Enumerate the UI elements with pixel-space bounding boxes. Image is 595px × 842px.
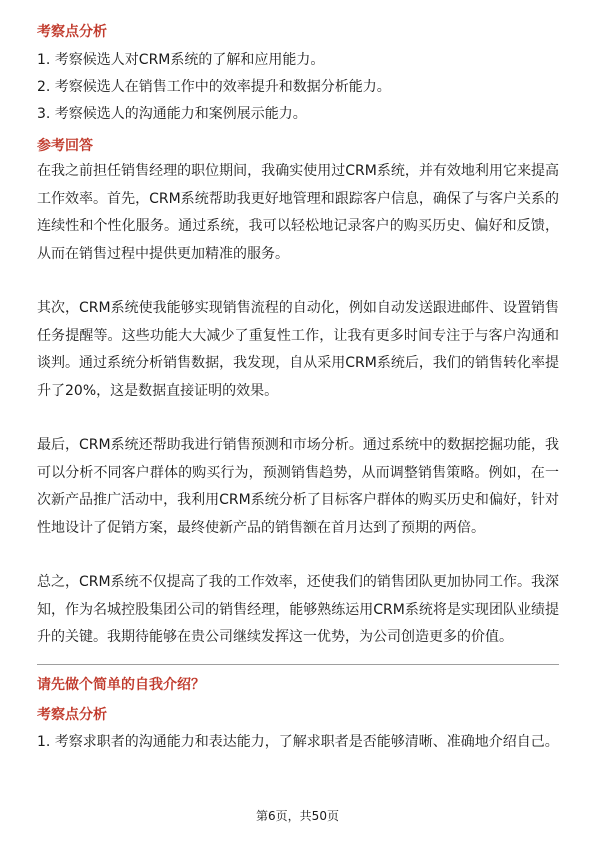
document-page: [37, 22, 559, 756]
section-divider: [37, 664, 559, 665]
question-title: 请先做个简单的自我介绍？: [37, 676, 205, 693]
analysis-heading: 考察点分析: [37, 24, 107, 40]
page-number: 第6页，共50页: [256, 809, 339, 823]
analysis-item-q2-1: 1. 考察求职者的沟通能力和表达能力，了解求职者是否能够清晰、准确地介绍自己。: [37, 733, 559, 750]
analysis-item-1: 1. 考察候选人对CRM系统的了解和应用能力。: [37, 52, 325, 68]
analysis-item-2: 2. 考察候选人在销售工作中的效率提升和数据分析能力。: [37, 79, 391, 95]
answer-paragraph-1: 在我之前担任销售经理的职位期间，我确实使用过CRM系统，并有效地利用它来提高工作效率。首先，CRM系统帮助我更好地管理和跟踪客户信息，确保了与客户关系的连续性和个性化服务。通过系统，我可以轻松地记录客户的购买历史、偏好和反馈，从而在销售过程中提供更加精准的服务。: [37, 163, 559, 262]
analysis-heading-2: 考察点分析: [37, 706, 107, 723]
answer-paragraph-2: 其次，CRM系统使我能够实现销售流程的自动化，例如自动发送跟进邮件、设置销售任务提醒等。这些功能大大减少了重复性工作，让我有更多时间专注于与客户沟通和谈判。通过系统分析销售数据，我发现，自从采用CRM系统后，我们的销售转化率提升了20%，这是数据直接证明的效果。: [37, 300, 559, 399]
analysis-item-3: 3. 考察候选人的沟通能力和案例展示能力。: [37, 106, 307, 122]
answer-paragraph-3: 最后，CRM系统还帮助我进行销售预测和市场分析。通过系统中的数据挖掘功能，我可以分析不同客户群体的购买行为，预测销售趋势，从而调整销售策略。例如，在一次新产品推广活动中，我利用CRM系统分析了目标客户群体的购买历史和偏好，针对性地设计了促销方案，最终使新产品的销售额在首月达到了预期的两倍。: [37, 437, 559, 536]
answer-heading: 参考回答: [37, 138, 93, 154]
answer-paragraph-4: 总之，CRM系统不仅提高了我的工作效率，还使我们的销售团队更加协同工作。我深知，作为名城控股集团公司的销售经理，能够熟练运用CRM系统将是实现团队业绩提升的关键。我期待能够在贵公司继续发挥这一优势，为公司创造更多的价值。: [37, 574, 559, 645]
